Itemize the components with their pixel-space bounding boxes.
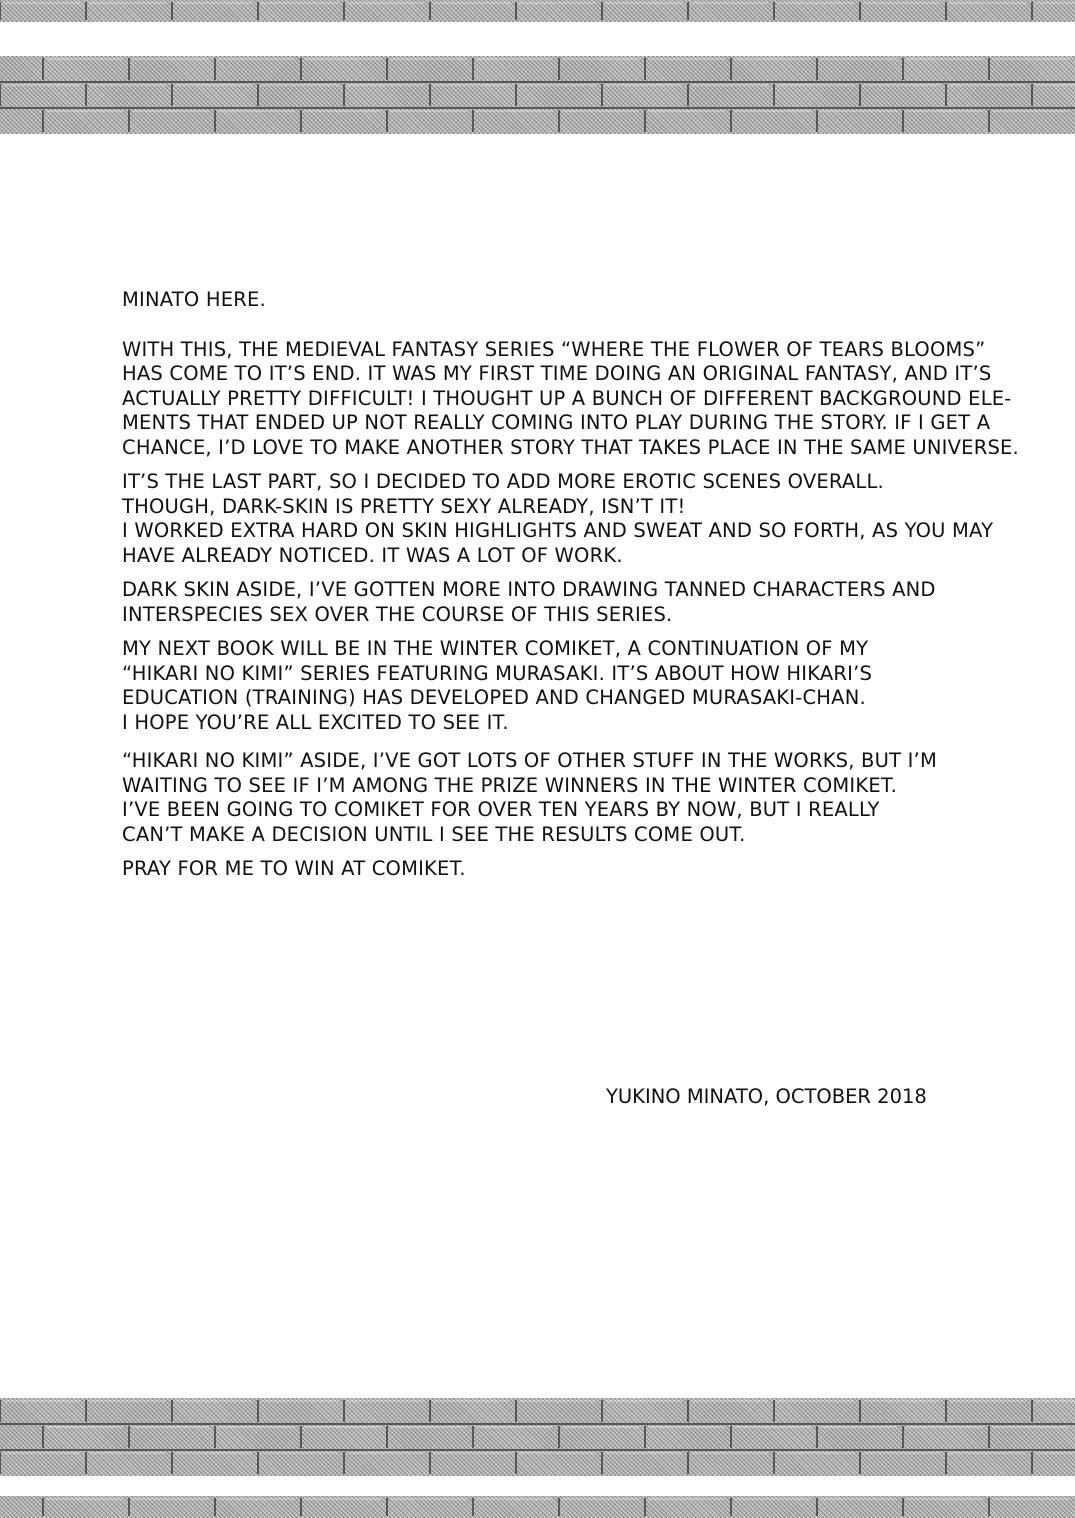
brick-pattern (0, 1398, 1075, 1476)
paragraph-next-book: MY NEXT BOOK WILL BE IN THE WINTER COMIKET, A CONTINUATION OF MY “HIKARI NO KIMI” SERIES FEATURING MURASAKI. IT’S ABOUT HOW HIKARI’S EDUCATION (TRAINING) HAS DEVELOPED AND CHANGED MURASAKI-CHAN. I HOPE YOU’RE ALL EXCITED TO SEE IT. (122, 637, 873, 734)
brick-pattern (0, 1496, 1075, 1518)
bottom-brick-border (0, 1398, 1075, 1476)
brick-pattern (0, 0, 1075, 22)
paragraph-other-works: “HIKARI NO KIMI” ASIDE, I’VE GOT LOTS OF OTHER STUFF IN THE WORKS, BUT I’M WAITING TO SEE IF I’M AMONG THE PRIZE WINNERS IN THE WINTER COMIKET. I’VE BEEN GOING TO COMIKET FOR OVER TEN YEARS BY NOW, BUT I REALLY CAN’T MAKE A DECISION UNTIL I SEE THE RESULTS COME OUT. (122, 749, 937, 846)
paragraph-series-ending: WITH THIS, THE MEDIEVAL FANTASY SERIES “WHERE THE FLOWER OF TEARS BLOOMS” HAS COME TO IT’S END. IT WAS MY FIRST TIME DOING AN ORIGINAL FANTASY, AND IT’S ACTUALLY PRETTY DIFFICULT! I THOUGHT UP A BUNCH OF DIFFERENT BACKGROUND ELE- MENTS THAT ENDED UP NOT REALLY COMING INTO PLAY DURING THE STORY. IF I GET A CHANCE, I’D LOVE TO MAKE ANOTHER STORY THAT TAKES PLACE IN THE SAME UNIVERSE. (122, 337, 1019, 459)
paragraph-last-part: IT’S THE LAST PART, SO I DECIDED TO ADD MORE EROTIC SCENES OVERALL. THOUGH, DARK-SKIN IS PRETTY SEXY ALREADY, ISN’T IT! I WORKED EXTRA HARD ON SKIN HIGHLIGHTS AND SWEAT AND SO FORTH, AS YOU MAY HAVE ALREADY NOTICED. IT WAS A LOT OF WORK. (122, 470, 994, 567)
top-brick-border-strip (0, 0, 1075, 22)
brick-pattern (0, 56, 1075, 134)
paragraph-dark-skin: DARK SKIN ASIDE, I’VE GOTTEN MORE INTO DRAWING TANNED CHARACTERS AND INTERSPECIES SEX OVER THE COURSE OF THIS SERIES. (122, 578, 936, 626)
bottom-brick-border-strip (0, 1496, 1075, 1518)
top-brick-border (0, 56, 1075, 134)
signature-line: YUKINO MINATO, OCTOBER 2018 (606, 1085, 927, 1108)
afterword-letter (122, 288, 1022, 892)
greeting-line: MINATO HERE. (122, 288, 266, 311)
paragraph-pray: PRAY FOR ME TO WIN AT COMIKET. (122, 857, 466, 880)
